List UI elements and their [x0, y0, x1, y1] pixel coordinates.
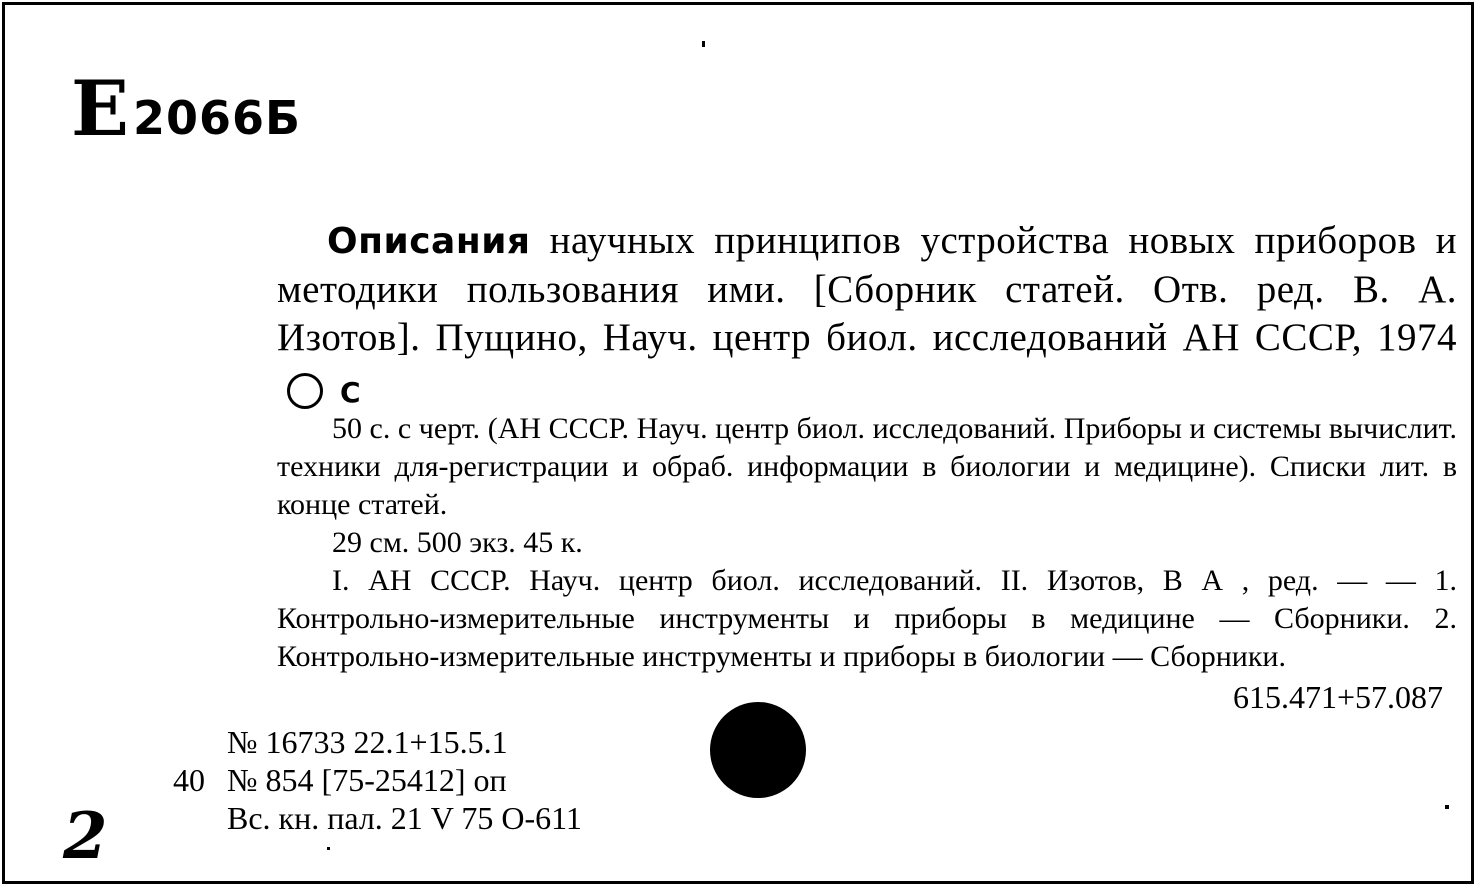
line-prefix: 40: [173, 762, 205, 798]
physical-description: 50 с. с черт. (АН СССР. Науч. центр биол. исследований. Приборы и системы вычислит. техники для-регистрации и обраб. информации в биологии и медицине). Списки лит. в конце статей.: [277, 412, 1457, 521]
registration-line: [173, 799, 582, 837]
title-lead-word: Описания: [327, 221, 531, 262]
line-text: Вс. кн. пал. 21 V 75 О-611: [227, 800, 582, 836]
udc-classification: 615.471+57.087: [1232, 679, 1443, 715]
call-number-code: 2066Б: [132, 91, 302, 145]
call-number-letter: Е: [71, 64, 129, 153]
record-body: [277, 217, 1457, 676]
size-and-price: 29 см. 500 экз. 45 к.: [332, 526, 583, 559]
ink-speck: [1445, 805, 1449, 809]
filled-circle-mark: [710, 702, 806, 798]
title-text: научных принципов устройства новых приборов и методики пользования ими. [Сборник статей. Отв. ред. В. А. Изотов]. Пущино, Науч. центр биол. исследований АН СССР, 1974: [277, 219, 1457, 359]
call-number: [71, 64, 302, 153]
subject-headings: I. АН СССР. Науч. центр биол. исследований. II. Изотов, В А , ред. — — 1. Контрольно-измерительные инструменты и приборы в медицине — Сборники. 2. Контрольно-измерительные инструменты и приборы в биологии — Сборники.: [277, 564, 1457, 673]
line-text: № 16733 22.1+15.5.1: [227, 724, 508, 760]
registration-block: [173, 723, 582, 837]
ink-speck: [327, 847, 330, 850]
ink-speck: [702, 41, 705, 47]
copyright-icon: С: [287, 373, 323, 409]
line-text: № 854 [75-25412] оп: [227, 762, 507, 798]
registration-line: [173, 761, 582, 799]
handwritten-mark: 2: [63, 799, 108, 874]
catalog-card: [2, 2, 1474, 884]
record-title: [277, 217, 1457, 410]
registration-line: [173, 723, 582, 761]
